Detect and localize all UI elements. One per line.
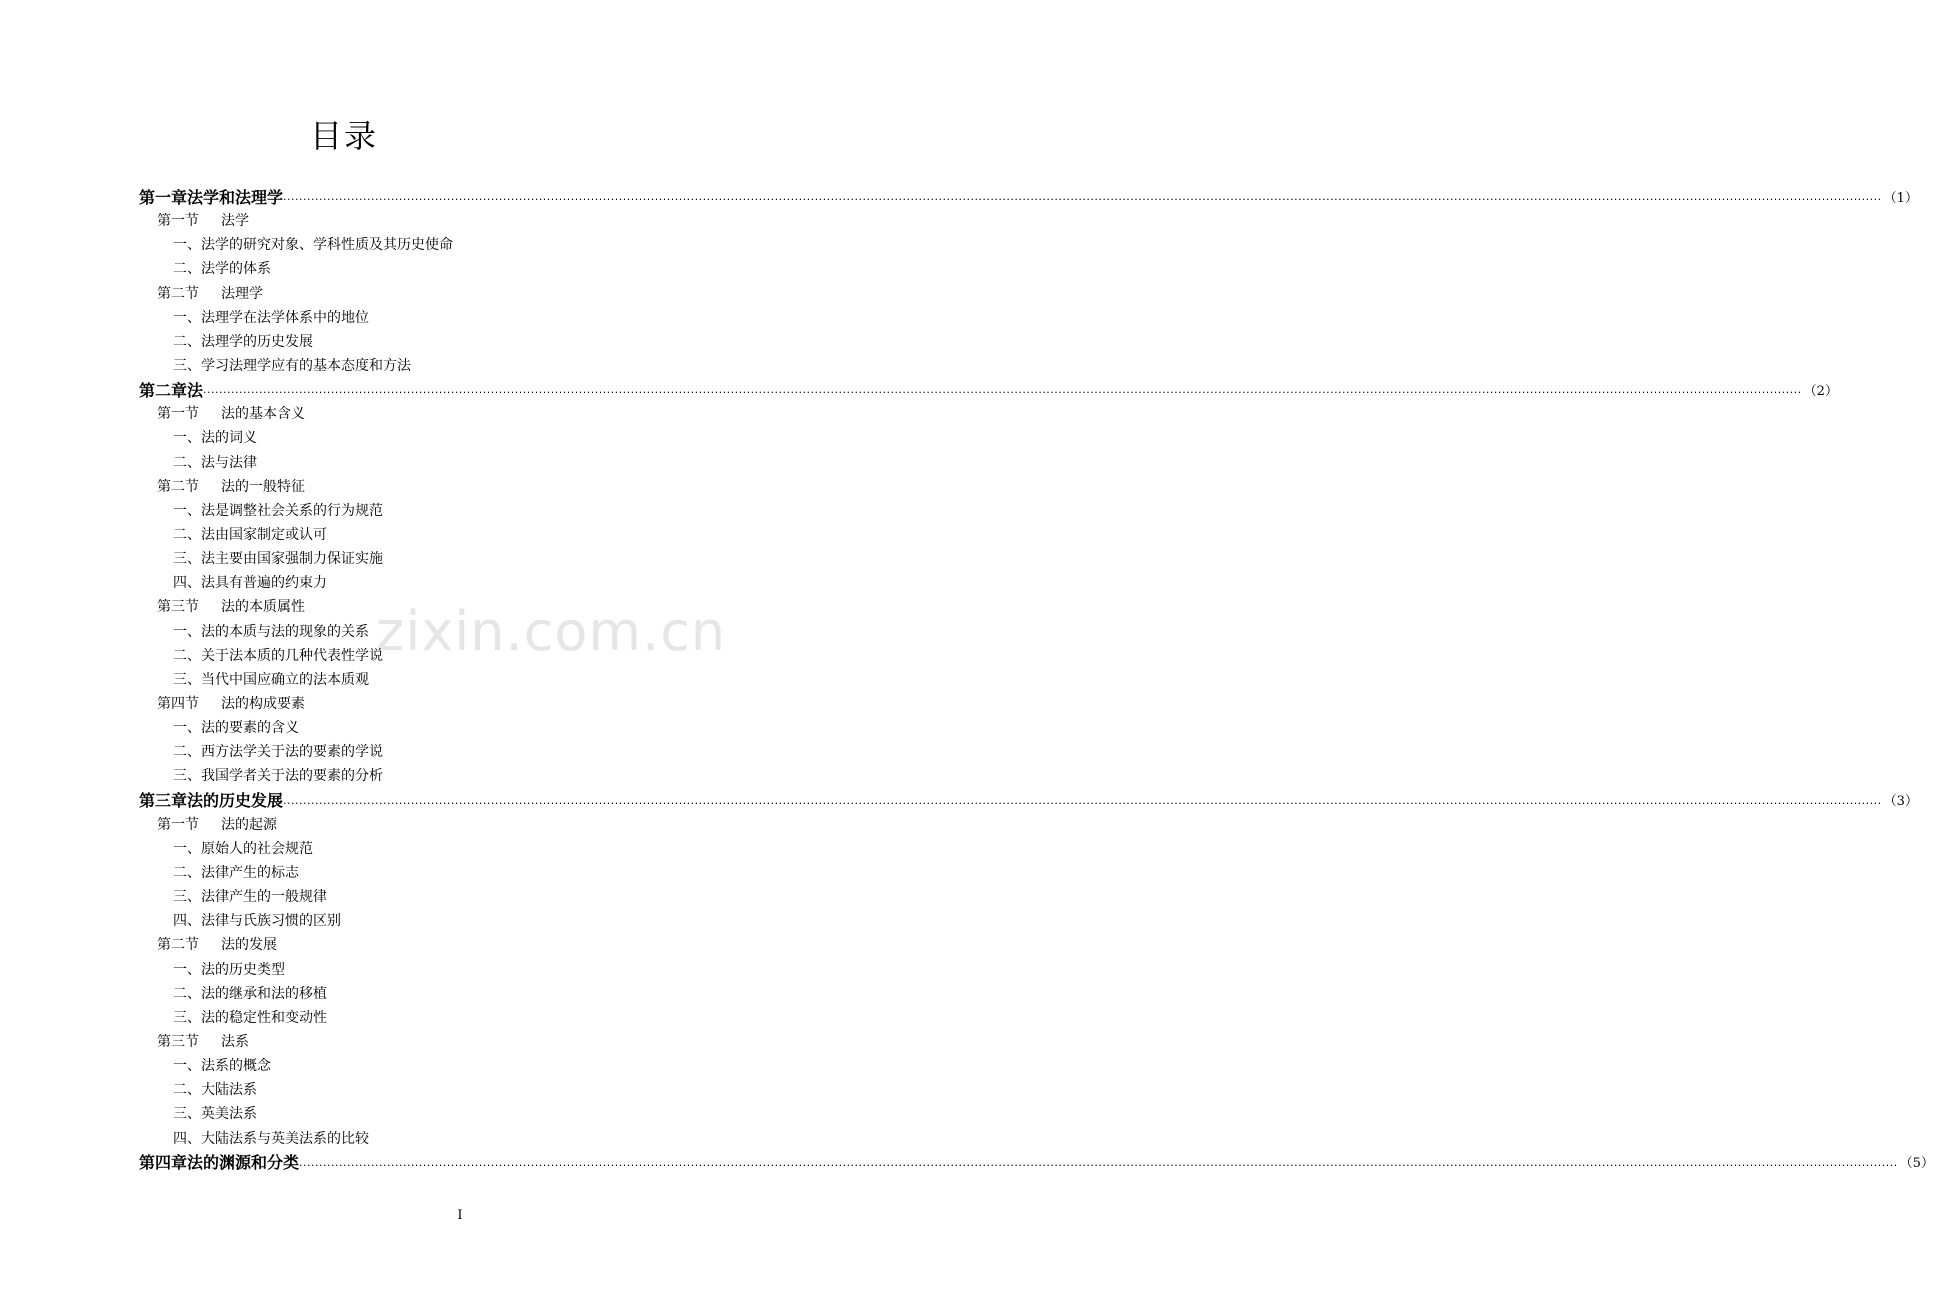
subsection-title: 一、法的本质与法的现象的关系 xyxy=(173,623,369,640)
toc-subsection-entry[interactable] xyxy=(139,1077,772,1101)
toc-section-entry[interactable] xyxy=(139,281,772,305)
toc-subsection-entry[interactable] xyxy=(139,715,772,739)
subsection-title: 二、关于法本质的几种代表性学说 xyxy=(173,647,383,664)
toc-subsection-entry[interactable] xyxy=(139,498,772,522)
toc-section-entry[interactable] xyxy=(139,401,772,425)
subsection-title: 三、我国学者关于法的要素的分析 xyxy=(173,768,383,785)
section-number: 第二节 xyxy=(157,478,199,495)
section-title: 法的构成要素 xyxy=(221,696,305,713)
toc-subsection-entry[interactable] xyxy=(139,570,772,594)
toc-subsection-entry[interactable] xyxy=(139,836,772,860)
toc-subsection-entry[interactable] xyxy=(139,981,772,1005)
section-title: 法的本质属性 xyxy=(221,599,305,616)
toc-subsection-entry[interactable] xyxy=(139,619,772,643)
toc-subsection-entry[interactable] xyxy=(139,884,772,908)
toc-subsection-entry[interactable] xyxy=(139,667,772,691)
toc-subsection-entry[interactable] xyxy=(139,329,772,353)
toc-subsection-entry[interactable] xyxy=(139,232,772,256)
toc-subsection-entry[interactable] xyxy=(139,522,772,546)
toc-section-entry[interactable] xyxy=(139,474,772,498)
chapter-page-number: （2） xyxy=(1803,383,1838,399)
section-number: 第二节 xyxy=(157,285,199,302)
subsection-title: 一、法系的概念 xyxy=(173,1058,271,1075)
subsection-title: 三、英美法系 xyxy=(173,1106,257,1123)
toc-subsection-entry[interactable] xyxy=(139,1005,772,1029)
subsection-title: 三、法主要由国家强制力保证实施 xyxy=(173,551,383,568)
chapter-number: 第四章 xyxy=(139,1153,188,1173)
toc-subsection-entry[interactable] xyxy=(139,450,772,474)
toc-chapter-entry[interactable] xyxy=(139,184,1918,208)
dot-leader: ................................................................................................................................................................................................................................................................................................................................................................................................................ xyxy=(283,190,1882,204)
toc-section-entry[interactable] xyxy=(139,932,772,956)
watermark-text: zixin.com.cn xyxy=(376,600,727,663)
toc-subsection-entry[interactable] xyxy=(139,643,772,667)
toc-subsection-entry[interactable] xyxy=(139,256,772,280)
subsection-title: 二、大陆法系 xyxy=(173,1082,257,1099)
toc-subsection-entry[interactable] xyxy=(139,425,772,449)
subsection-title: 一、法是调整社会关系的行为规范 xyxy=(173,502,383,519)
subsection-title: 二、法学的体系 xyxy=(173,261,271,278)
page-title: 目录 xyxy=(309,117,378,155)
toc-subsection-entry[interactable] xyxy=(139,546,772,570)
toc-subsection-entry[interactable] xyxy=(139,957,772,981)
subsection-title: 二、法由国家制定或认可 xyxy=(173,527,327,544)
toc-section-entry[interactable] xyxy=(139,208,772,232)
section-title: 法的起源 xyxy=(221,816,277,833)
toc-chapter-entry[interactable] xyxy=(139,788,1918,812)
subsection-title: 一、法理学在法学体系中的地位 xyxy=(173,309,369,326)
subsection-title: 二、法与法律 xyxy=(173,454,257,471)
toc-subsection-entry[interactable] xyxy=(139,860,772,884)
chapter-number: 第二章 xyxy=(139,380,188,400)
toc-subsection-entry[interactable] xyxy=(139,1101,772,1125)
subsection-title: 四、大陆法系与英美法系的比较 xyxy=(173,1130,369,1147)
subsection-title: 三、当代中国应确立的法本质观 xyxy=(173,671,369,688)
toc-chapter-entry[interactable] xyxy=(139,1150,1934,1174)
toc-subsection-entry[interactable] xyxy=(139,739,772,763)
subsection-title: 三、学习法理学应有的基本态度和方法 xyxy=(173,358,411,375)
toc-subsection-entry[interactable] xyxy=(139,908,772,932)
section-number: 第三节 xyxy=(157,1033,199,1050)
section-number: 第一节 xyxy=(157,406,199,423)
toc-section-entry[interactable] xyxy=(139,594,772,618)
section-number: 第一节 xyxy=(157,816,199,833)
subsection-title: 四、法律与氏族习惯的区别 xyxy=(173,913,341,930)
toc-chapter-entry[interactable] xyxy=(139,377,1838,401)
section-title: 法的一般特征 xyxy=(221,478,305,495)
section-number: 第二节 xyxy=(157,937,199,954)
chapter-title: 法的渊源和分类 xyxy=(187,1153,300,1173)
toc-subsection-entry[interactable] xyxy=(139,1053,772,1077)
subsection-title: 三、法的稳定性和变动性 xyxy=(173,1009,327,1026)
chapter-page-number: （1） xyxy=(1883,190,1918,206)
subsection-title: 四、法具有普遍的约束力 xyxy=(173,575,327,592)
subsection-title: 二、西方法学关于法的要素的学说 xyxy=(173,744,383,761)
section-title: 法的发展 xyxy=(221,937,277,954)
dot-leader: ................................................................................................................................................................................................................................................................................................................................................................................................................ xyxy=(283,793,1882,807)
chapter-title: 法学和法理学 xyxy=(187,187,284,207)
section-title: 法理学 xyxy=(221,285,263,302)
chapter-page-number: （3） xyxy=(1883,794,1918,810)
subsection-title: 一、原始人的社会规范 xyxy=(173,840,313,857)
section-title: 法的基本含义 xyxy=(221,406,305,423)
toc-section-entry[interactable] xyxy=(139,691,772,715)
subsection-title: 一、法的历史类型 xyxy=(173,961,285,978)
chapter-title: 法 xyxy=(187,380,204,400)
subsection-title: 二、法理学的历史发展 xyxy=(173,333,313,350)
toc-subsection-entry[interactable] xyxy=(139,353,772,377)
subsection-title: 一、法的要素的含义 xyxy=(173,720,299,737)
subsection-title: 一、法的词义 xyxy=(173,430,257,447)
subsection-title: 三、法律产生的一般规律 xyxy=(173,889,327,906)
table-of-contents xyxy=(139,184,1934,1174)
section-number: 第四节 xyxy=(157,696,199,713)
dot-leader: ................................................................................................................................................................................................................................................................................................................................................................................................................ xyxy=(203,383,1802,397)
dot-leader: ................................................................................................................................................................................................................................................................................................................................................................................................................ xyxy=(299,1155,1898,1169)
toc-subsection-entry[interactable] xyxy=(139,305,772,329)
chapter-number: 第一章 xyxy=(139,187,188,207)
toc-subsection-entry[interactable] xyxy=(139,1125,772,1149)
toc-section-entry[interactable] xyxy=(139,812,772,836)
chapter-title: 法的历史发展 xyxy=(187,791,284,811)
subsection-title: 一、法学的研究对象、学科性质及其历史使命 xyxy=(173,237,453,254)
page-number-footer: I xyxy=(457,1208,463,1223)
section-title: 法系 xyxy=(221,1033,249,1050)
section-number: 第一节 xyxy=(157,213,199,230)
toc-section-entry[interactable] xyxy=(139,1029,772,1053)
section-number: 第三节 xyxy=(157,599,199,616)
subsection-title: 二、法律产生的标志 xyxy=(173,865,299,881)
subsection-title: 二、法的继承和法的移植 xyxy=(173,985,327,1002)
section-title: 法学 xyxy=(221,213,249,230)
chapter-number: 第三章 xyxy=(139,791,188,811)
toc-subsection-entry[interactable] xyxy=(139,763,772,787)
chapter-page-number: （5） xyxy=(1899,1156,1934,1172)
